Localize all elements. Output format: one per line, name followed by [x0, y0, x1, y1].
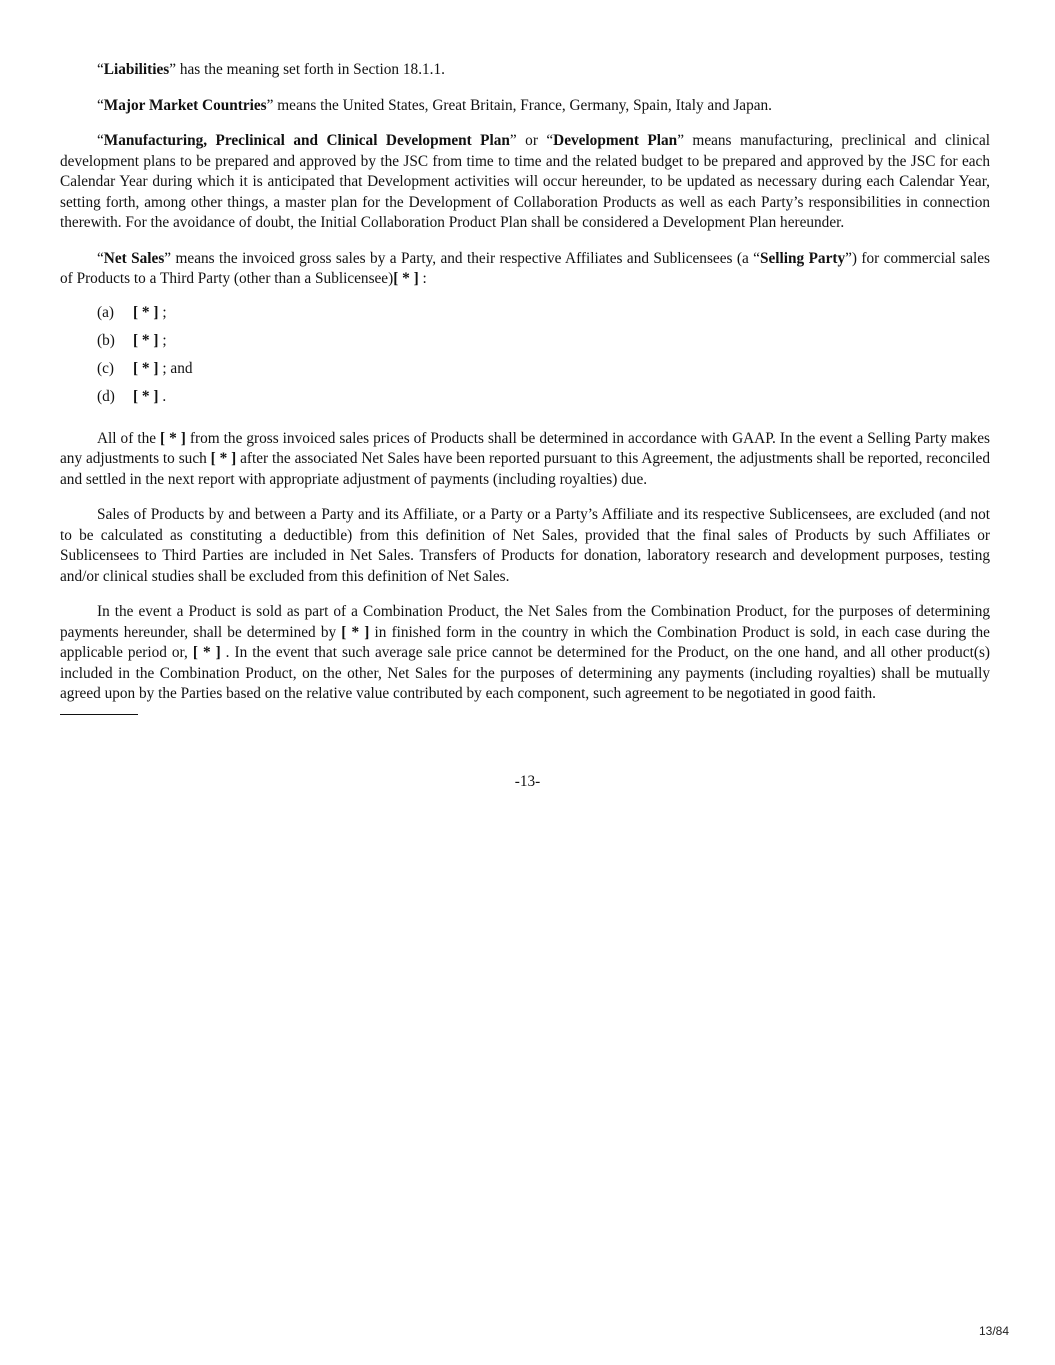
definition-text: ” means manufacturing, preclinical and clinical development plans to be prepared and approved by the JSC from time to time and the related budget to be prepared and approved by the JSC for each Calendar Year during which it is anticipated that Development activities will occur hereunder, to be updated as necessary during each Calendar Year, setting forth, among other things, a master plan for the Development of Collaboration Products as well as each Party’s responsibilities in connection therewith. For the avoidance of doubt, the Initial Collaboration Product Plan shall be considered a Development Plan hereunder.: [60, 132, 990, 231]
list-item: [60, 303, 990, 331]
list-item-label: (a): [97, 303, 114, 321]
redaction-mark: [ * ]: [133, 303, 159, 321]
paragraph-text: from the gross invoiced sales prices of Products shall be determined in accordance with GAAP. In the event a Selling Party makes any adjustments to such: [60, 429, 990, 467]
paragraph-text: after the associated Net Sales have been reported pursuant to this Agreement, the adjustments shall be reported, reconciled and settled in the next report with appropriate adjustment of payments (including royalties) due.: [60, 450, 990, 488]
definition-text: ” means the United States, Great Britain, France, Germany, Spain, Italy and Japan.: [266, 96, 772, 114]
defined-term-development-plan: Development Plan: [553, 132, 678, 149]
pdf-page-counter: 13/84: [978, 1324, 1009, 1338]
defined-term-liabilities: Liabilities: [103, 61, 170, 78]
definition-net-sales: [60, 249, 990, 290]
definition-development-plan: [60, 131, 990, 234]
connector-text: ” or “: [509, 132, 554, 149]
list-item-label: (b): [97, 331, 115, 349]
definition-text: ” has the meaning set forth in Section 18.1.1.: [169, 61, 445, 78]
paragraph-affiliate-sales: Sales of Products by and between a Party and its Affiliate, or a Party or a Party’s Affiliate and its respective Sublicensees, are excluded (and not to be calculated as constituting a deductible) from this definition of Net Sales, provided that the final sales of Products by such Affiliates or Sublicensees to Third Parties are included in Net Sales. Transfers of Products for donation, laboratory research and development purposes, testing and/or clinical studies shall be excluded from this definition of Net Sales.: [60, 506, 990, 585]
paragraph-text: . In the event that such average sale price cannot be determined for the Product, on the one hand, and all other product(s) included in the Combination Product, on the other, Net Sales for the purposes of determining any payments (including royalties) shall be mutually agreed upon by the Parties based on the relative value contributed by each component, such agreement to be negotiated in good faith.: [60, 644, 990, 702]
definition-text: ” means the invoiced gross sales by a Party, and their respective Affiliates and Sublicensees (a “: [164, 249, 760, 267]
redaction-mark: [ * ]: [341, 623, 370, 641]
open-quote: “: [97, 249, 104, 267]
document-page: [60, 60, 990, 715]
footnote-divider: [60, 714, 138, 715]
open-quote: “: [97, 61, 104, 78]
redaction-mark: [ * ]: [133, 387, 159, 405]
list-item-suffix: ;: [158, 303, 167, 321]
list-item-suffix: ;: [158, 331, 167, 349]
definition-text: :: [418, 270, 427, 287]
redaction-mark: [ * ]: [210, 450, 237, 467]
open-quote: “: [97, 96, 104, 114]
paragraph-combination-product: [60, 602, 990, 705]
open-quote: “: [97, 132, 104, 149]
list-item: [60, 331, 990, 359]
list-item-suffix: .: [158, 387, 167, 405]
redaction-mark: [ * ]: [133, 359, 159, 377]
paragraph-gaap: [60, 429, 990, 491]
net-sales-deductions-list: [60, 303, 990, 415]
defined-term-selling-party: Selling Party: [759, 249, 846, 267]
list-item-suffix: ; and: [158, 359, 193, 377]
list-item: [60, 359, 990, 387]
paragraph-text: in finished form in the country in which the Combination Product is sold, in each case during the applicable period or,: [60, 623, 990, 661]
list-item: [60, 387, 990, 415]
redaction-mark: [ * ]: [393, 270, 419, 287]
redaction-mark: [ * ]: [160, 429, 186, 447]
page-number: -13-: [514, 773, 541, 790]
defined-term-manufacturing-plan: Manufacturing, Preclinical and Clinical Development Plan: [103, 132, 510, 149]
list-item-label: (c): [97, 359, 114, 377]
paragraph-text: In the event a Product is sold as part of a Combination Product, the Net Sales from the Combination Product, for the purposes of determining payments hereunder, shall be determined by: [60, 603, 990, 641]
definition-major-market-countries: [60, 96, 990, 117]
redaction-mark: [ * ]: [192, 644, 221, 661]
definition-liabilities: [60, 60, 990, 81]
defined-term-major-market-countries: Major Market Countries: [103, 96, 267, 114]
defined-term-net-sales: Net Sales: [103, 249, 165, 267]
definition-text: ”) for commercial sales of Products to a Third Party (other than a Sublicensee): [60, 249, 991, 287]
list-item-label: (d): [97, 387, 115, 405]
redaction-mark: [ * ]: [133, 331, 159, 349]
paragraph-text: All of the: [97, 429, 161, 447]
